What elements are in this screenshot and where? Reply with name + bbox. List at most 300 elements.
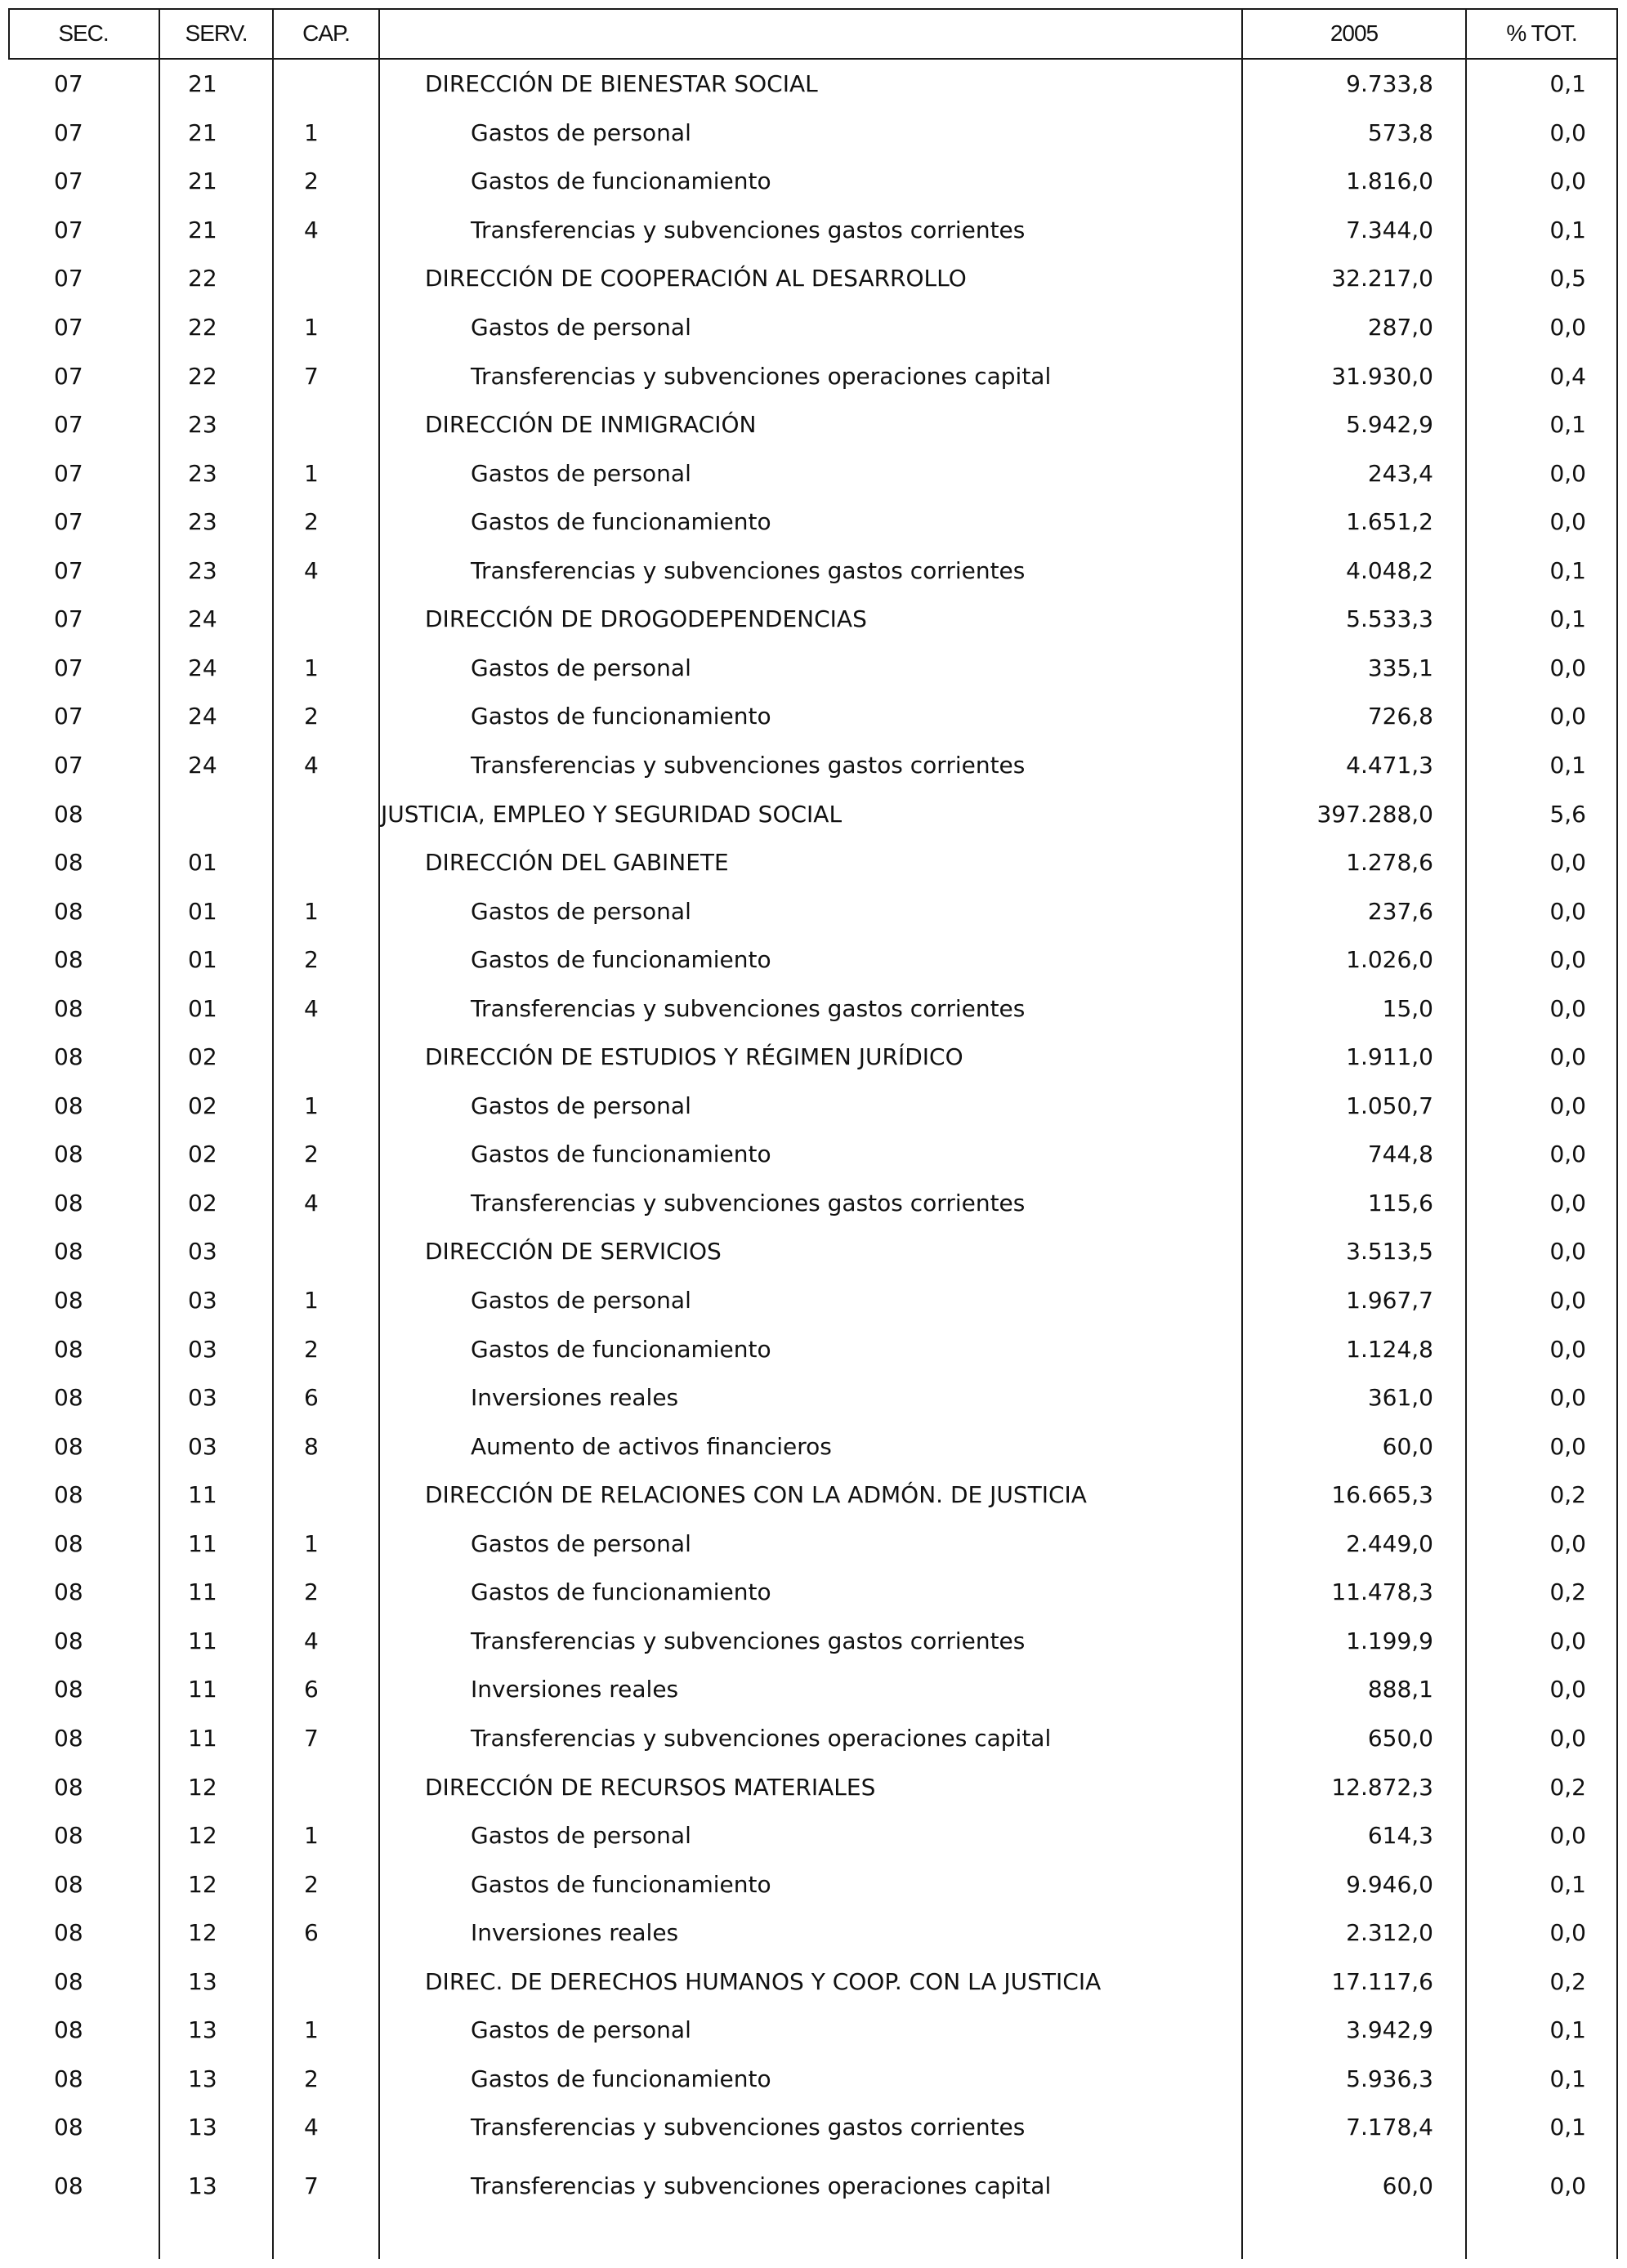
table-row bbox=[8, 789, 1618, 838]
cell-cap: 6 bbox=[304, 1676, 319, 1703]
cell-description: Transferencias y subvenciones gastos corrientes bbox=[471, 2114, 1026, 2141]
cell-description: Aumento de activos financieros bbox=[471, 1432, 832, 1460]
cell-pct-total: 0,0 bbox=[1549, 1384, 1586, 1412]
cell-amount-2005: 1.199,9 bbox=[1346, 1627, 1433, 1654]
cell-sec: 08 bbox=[54, 1676, 83, 1703]
cell-cap: 1 bbox=[304, 314, 319, 342]
table-row bbox=[8, 1520, 1618, 1569]
cell-description: Transferencias y subvenciones gastos corrientes bbox=[471, 994, 1026, 1022]
table-row bbox=[8, 2162, 1618, 2211]
cell-amount-2005: 1.967,7 bbox=[1346, 1287, 1433, 1315]
cell-pct-total: 0,1 bbox=[1549, 2065, 1586, 2092]
cell-pct-total: 0,0 bbox=[1549, 946, 1586, 974]
header-sec: SEC. bbox=[58, 20, 109, 46]
table-row bbox=[8, 1762, 1618, 1811]
cell-pct-total: 0,0 bbox=[1549, 654, 1586, 681]
cell-cap: 1 bbox=[304, 1529, 319, 1557]
cell-serv: 01 bbox=[188, 849, 217, 877]
cell-serv: 11 bbox=[188, 1724, 217, 1752]
cell-cap: 7 bbox=[304, 362, 319, 390]
cell-pct-total: 0,2 bbox=[1549, 1578, 1586, 1606]
cell-sec: 08 bbox=[54, 2065, 83, 2092]
cell-serv: 11 bbox=[188, 1529, 217, 1557]
cell-description: Gastos de funcionamiento bbox=[471, 508, 771, 536]
cell-sec: 07 bbox=[54, 118, 83, 146]
cell-amount-2005: 888,1 bbox=[1367, 1676, 1433, 1703]
cell-pct-total: 0,0 bbox=[1549, 1919, 1586, 1947]
cell-serv: 11 bbox=[188, 1578, 217, 1606]
cell-amount-2005: 726,8 bbox=[1367, 703, 1433, 730]
cell-description: Gastos de funcionamiento bbox=[471, 1870, 771, 1898]
cell-description: Gastos de personal bbox=[471, 2016, 691, 2044]
table-row bbox=[8, 1373, 1618, 1422]
cell-amount-2005: 17.117,6 bbox=[1331, 1967, 1433, 1995]
cell-pct-total: 0,1 bbox=[1549, 2016, 1586, 2044]
cell-cap: 2 bbox=[304, 1578, 319, 1606]
table-row bbox=[8, 886, 1618, 935]
cell-pct-total: 0,0 bbox=[1549, 459, 1586, 487]
cell-sec: 08 bbox=[54, 1043, 83, 1071]
table-row bbox=[8, 1179, 1618, 1228]
cell-description: Gastos de funcionamiento bbox=[471, 1335, 771, 1363]
cell-description: Transferencias y subvenciones operaciones capital bbox=[471, 1724, 1052, 1752]
cell-amount-2005: 2.449,0 bbox=[1346, 1529, 1433, 1557]
cell-description: Inversiones reales bbox=[471, 1676, 679, 1703]
cell-description: DIRECCIÓN DE RELACIONES CON LA ADMÓN. DE JUSTICIA bbox=[425, 1481, 1087, 1509]
table-row bbox=[8, 1082, 1618, 1131]
cell-serv: 11 bbox=[188, 1627, 217, 1654]
cell-sec: 08 bbox=[54, 849, 83, 877]
cell-pct-total: 0,2 bbox=[1549, 1481, 1586, 1509]
cell-amount-2005: 12.872,3 bbox=[1331, 1773, 1433, 1801]
cell-pct-total: 0,0 bbox=[1549, 1092, 1586, 1119]
cell-sec: 08 bbox=[54, 1919, 83, 1947]
cell-serv: 13 bbox=[188, 2016, 217, 2044]
table-row bbox=[8, 1909, 1618, 1958]
cell-description: DIRECCIÓN DE SERVICIOS bbox=[425, 1238, 722, 1266]
cell-sec: 08 bbox=[54, 1384, 83, 1412]
cell-serv: 21 bbox=[188, 167, 217, 195]
cell-amount-2005: 335,1 bbox=[1367, 654, 1433, 681]
table-row bbox=[8, 1617, 1618, 1666]
cell-serv: 13 bbox=[188, 2172, 217, 2199]
cell-cap: 1 bbox=[304, 1822, 319, 1850]
cell-amount-2005: 3.513,5 bbox=[1346, 1238, 1433, 1266]
cell-cap: 2 bbox=[304, 167, 319, 195]
cell-sec: 07 bbox=[54, 70, 83, 98]
cell-serv: 22 bbox=[188, 265, 217, 292]
cell-description: Gastos de personal bbox=[471, 1287, 691, 1315]
cell-amount-2005: 5.533,3 bbox=[1346, 605, 1433, 633]
table-row bbox=[8, 1957, 1618, 2006]
cell-description: Gastos de personal bbox=[471, 1092, 691, 1119]
cell-description: Transferencias y subvenciones gastos corrientes bbox=[471, 556, 1026, 584]
cell-serv: 01 bbox=[188, 994, 217, 1022]
cell-description: Gastos de funcionamiento bbox=[471, 2065, 771, 2092]
header-cap: CAP. bbox=[302, 20, 350, 46]
cell-pct-total: 0,0 bbox=[1549, 1141, 1586, 1168]
cell-serv: 22 bbox=[188, 314, 217, 342]
table-row bbox=[8, 351, 1618, 400]
cell-serv: 01 bbox=[188, 946, 217, 974]
cell-serv: 03 bbox=[188, 1335, 217, 1363]
cell-serv: 03 bbox=[188, 1384, 217, 1412]
cell-description: Gastos de personal bbox=[471, 314, 691, 342]
cell-sec: 07 bbox=[54, 703, 83, 730]
cell-cap: 4 bbox=[304, 216, 319, 243]
table-row bbox=[8, 2055, 1618, 2104]
cell-description: DIRECCIÓN DE ESTUDIOS Y RÉGIMEN JURÍDICO bbox=[425, 1043, 963, 1071]
cell-amount-2005: 1.911,0 bbox=[1346, 1043, 1433, 1071]
cell-pct-total: 0,1 bbox=[1549, 556, 1586, 584]
cell-sec: 07 bbox=[54, 751, 83, 779]
cell-amount-2005: 1.278,6 bbox=[1346, 849, 1433, 877]
cell-serv: 13 bbox=[188, 2065, 217, 2092]
cell-description: Gastos de personal bbox=[471, 1822, 691, 1850]
cell-amount-2005: 397.288,0 bbox=[1316, 800, 1433, 828]
cell-cap: 1 bbox=[304, 897, 319, 925]
table-row bbox=[8, 1568, 1618, 1617]
cell-pct-total: 0,0 bbox=[1549, 897, 1586, 925]
cell-description: DIRECCIÓN DE COOPERACIÓN AL DESARROLLO bbox=[425, 265, 967, 292]
cell-serv: 24 bbox=[188, 605, 217, 633]
table-row bbox=[8, 741, 1618, 790]
cell-cap: 2 bbox=[304, 1335, 319, 1363]
cell-serv: 12 bbox=[188, 1822, 217, 1850]
cell-amount-2005: 361,0 bbox=[1367, 1384, 1433, 1412]
cell-cap: 1 bbox=[304, 459, 319, 487]
cell-pct-total: 0,1 bbox=[1549, 70, 1586, 98]
cell-serv: 23 bbox=[188, 556, 217, 584]
cell-serv: 13 bbox=[188, 1967, 217, 1995]
cell-pct-total: 0,1 bbox=[1549, 216, 1586, 243]
table-row bbox=[8, 60, 1618, 109]
cell-serv: 13 bbox=[188, 2114, 217, 2141]
cell-sec: 07 bbox=[54, 265, 83, 292]
cell-sec: 08 bbox=[54, 1529, 83, 1557]
cell-description: DIRECCIÓN DE BIENESTAR SOCIAL bbox=[425, 70, 818, 98]
cell-pct-total: 0,2 bbox=[1549, 1773, 1586, 1801]
cell-cap: 1 bbox=[304, 118, 319, 146]
cell-sec: 08 bbox=[54, 994, 83, 1022]
cell-description: Gastos de funcionamiento bbox=[471, 703, 771, 730]
cell-serv: 03 bbox=[188, 1238, 217, 1266]
table-row bbox=[8, 303, 1618, 352]
cell-serv: 21 bbox=[188, 70, 217, 98]
table-row bbox=[8, 2103, 1618, 2152]
cell-amount-2005: 1.050,7 bbox=[1346, 1092, 1433, 1119]
cell-sec: 08 bbox=[54, 946, 83, 974]
cell-description: Transferencias y subvenciones operaciones capital bbox=[471, 2172, 1052, 2199]
cell-sec: 07 bbox=[54, 459, 83, 487]
cell-serv: 12 bbox=[188, 1773, 217, 1801]
cell-description: Gastos de personal bbox=[471, 1529, 691, 1557]
cell-sec: 08 bbox=[54, 1141, 83, 1168]
table-row bbox=[8, 449, 1618, 498]
cell-serv: 22 bbox=[188, 362, 217, 390]
cell-cap: 4 bbox=[304, 751, 319, 779]
table-row bbox=[8, 400, 1618, 449]
cell-description: DIRECCIÓN DE DROGODEPENDENCIAS bbox=[425, 605, 867, 633]
cell-serv: 23 bbox=[188, 508, 217, 536]
cell-sec: 08 bbox=[54, 1870, 83, 1898]
cell-sec: 07 bbox=[54, 362, 83, 390]
cell-sec: 07 bbox=[54, 556, 83, 584]
table-row bbox=[8, 644, 1618, 693]
header-serv: SERV. bbox=[185, 20, 248, 46]
cell-sec: 08 bbox=[54, 1578, 83, 1606]
cell-sec: 08 bbox=[54, 1724, 83, 1752]
cell-amount-2005: 614,3 bbox=[1367, 1822, 1433, 1850]
cell-amount-2005: 287,0 bbox=[1367, 314, 1433, 342]
cell-sec: 08 bbox=[54, 897, 83, 925]
cell-sec: 08 bbox=[54, 2016, 83, 2044]
cell-pct-total: 0,1 bbox=[1549, 751, 1586, 779]
cell-sec: 07 bbox=[54, 411, 83, 439]
cell-cap: 2 bbox=[304, 1870, 319, 1898]
cell-description: Inversiones reales bbox=[471, 1384, 679, 1412]
cell-sec: 08 bbox=[54, 1335, 83, 1363]
cell-pct-total: 0,0 bbox=[1549, 1676, 1586, 1703]
table-row bbox=[8, 498, 1618, 547]
cell-pct-total: 0,0 bbox=[1549, 508, 1586, 536]
cell-serv: 02 bbox=[188, 1043, 217, 1071]
cell-pct-total: 0,0 bbox=[1549, 994, 1586, 1022]
cell-pct-total: 0,0 bbox=[1549, 1287, 1586, 1315]
cell-pct-total: 0,0 bbox=[1549, 1822, 1586, 1850]
cell-amount-2005: 573,8 bbox=[1367, 118, 1433, 146]
cell-serv: 21 bbox=[188, 118, 217, 146]
cell-pct-total: 0,1 bbox=[1549, 605, 1586, 633]
cell-amount-2005: 9.946,0 bbox=[1346, 1870, 1433, 1898]
cell-cap: 2 bbox=[304, 703, 319, 730]
cell-amount-2005: 237,6 bbox=[1367, 897, 1433, 925]
table-row bbox=[8, 1665, 1618, 1714]
cell-pct-total: 5,6 bbox=[1549, 800, 1586, 828]
cell-description: Transferencias y subvenciones gastos corrientes bbox=[471, 751, 1026, 779]
table-row bbox=[8, 157, 1618, 206]
cell-sec: 08 bbox=[54, 2172, 83, 2199]
table-row bbox=[8, 109, 1618, 158]
cell-description: DIREC. DE DERECHOS HUMANOS Y COOP. CON LA JUSTICIA bbox=[425, 1967, 1102, 1995]
cell-amount-2005: 5.942,9 bbox=[1346, 411, 1433, 439]
cell-serv: 21 bbox=[188, 216, 217, 243]
cell-serv: 11 bbox=[188, 1481, 217, 1509]
cell-cap: 7 bbox=[304, 1724, 319, 1752]
cell-amount-2005: 7.178,4 bbox=[1346, 2114, 1433, 2141]
table-row bbox=[8, 1130, 1618, 1179]
cell-cap: 8 bbox=[304, 1432, 319, 1460]
cell-sec: 07 bbox=[54, 605, 83, 633]
cell-cap: 2 bbox=[304, 508, 319, 536]
cell-description: Transferencias y subvenciones gastos corrientes bbox=[471, 1189, 1026, 1217]
cell-description: Transferencias y subvenciones operaciones capital bbox=[471, 362, 1052, 390]
cell-pct-total: 0,0 bbox=[1549, 1335, 1586, 1363]
cell-pct-total: 0,1 bbox=[1549, 411, 1586, 439]
cell-description: Gastos de personal bbox=[471, 654, 691, 681]
table-row bbox=[8, 1033, 1618, 1082]
cell-amount-2005: 1.651,2 bbox=[1346, 508, 1433, 536]
cell-serv: 02 bbox=[188, 1189, 217, 1217]
cell-description: Gastos de funcionamiento bbox=[471, 167, 771, 195]
cell-amount-2005: 31.930,0 bbox=[1331, 362, 1433, 390]
cell-sec: 08 bbox=[54, 800, 83, 828]
cell-pct-total: 0,0 bbox=[1549, 1189, 1586, 1217]
cell-cap: 6 bbox=[304, 1919, 319, 1947]
cell-pct-total: 0,4 bbox=[1549, 362, 1586, 390]
cell-cap: 1 bbox=[304, 1287, 319, 1315]
cell-serv: 23 bbox=[188, 411, 217, 439]
cell-amount-2005: 9.733,8 bbox=[1346, 70, 1433, 98]
table-row bbox=[8, 1324, 1618, 1373]
cell-amount-2005: 1.816,0 bbox=[1346, 167, 1433, 195]
table-row bbox=[8, 547, 1618, 596]
cell-cap: 6 bbox=[304, 1384, 319, 1412]
cell-serv: 03 bbox=[188, 1287, 217, 1315]
cell-serv: 11 bbox=[188, 1676, 217, 1703]
cell-sec: 08 bbox=[54, 1822, 83, 1850]
cell-cap: 4 bbox=[304, 556, 319, 584]
cell-description: Gastos de funcionamiento bbox=[471, 1578, 771, 1606]
cell-cap: 4 bbox=[304, 994, 319, 1022]
header-description bbox=[380, 8, 1241, 59]
header-year: 2005 bbox=[1330, 20, 1379, 46]
cell-sec: 07 bbox=[54, 167, 83, 195]
cell-sec: 08 bbox=[54, 1773, 83, 1801]
cell-description: JUSTICIA, EMPLEO Y SEGURIDAD SOCIAL bbox=[381, 800, 843, 828]
cell-pct-total: 0,0 bbox=[1549, 167, 1586, 195]
cell-serv: 02 bbox=[188, 1141, 217, 1168]
cell-sec: 08 bbox=[54, 1238, 83, 1266]
cell-pct-total: 0,0 bbox=[1549, 703, 1586, 730]
cell-description: DIRECCIÓN DE RECURSOS MATERIALES bbox=[425, 1773, 876, 1801]
cell-description: Gastos de funcionamiento bbox=[471, 1141, 771, 1168]
cell-cap: 2 bbox=[304, 1141, 319, 1168]
table-row bbox=[8, 595, 1618, 644]
cell-pct-total: 0,0 bbox=[1549, 314, 1586, 342]
cell-amount-2005: 243,4 bbox=[1367, 459, 1433, 487]
table-row bbox=[8, 838, 1618, 887]
cell-pct-total: 0,1 bbox=[1549, 2114, 1586, 2141]
cell-amount-2005: 650,0 bbox=[1367, 1724, 1433, 1752]
cell-sec: 08 bbox=[54, 1287, 83, 1315]
table-row bbox=[8, 935, 1618, 984]
cell-serv: 23 bbox=[188, 459, 217, 487]
cell-description: DIRECCIÓN DE INMIGRACIÓN bbox=[425, 411, 757, 439]
table-row bbox=[8, 254, 1618, 303]
cell-sec: 07 bbox=[54, 216, 83, 243]
cell-amount-2005: 1.124,8 bbox=[1346, 1335, 1433, 1363]
cell-pct-total: 0,0 bbox=[1549, 1432, 1586, 1460]
header-pct-total: % TOT. bbox=[1506, 20, 1577, 46]
cell-sec: 08 bbox=[54, 2114, 83, 2141]
cell-cap: 1 bbox=[304, 654, 319, 681]
cell-cap: 4 bbox=[304, 1627, 319, 1654]
cell-cap: 4 bbox=[304, 1189, 319, 1217]
cell-serv: 02 bbox=[188, 1092, 217, 1119]
cell-description: Transferencias y subvenciones gastos corrientes bbox=[471, 216, 1026, 243]
cell-amount-2005: 5.936,3 bbox=[1346, 2065, 1433, 2092]
table-row bbox=[8, 2006, 1618, 2055]
cell-pct-total: 0,0 bbox=[1549, 1043, 1586, 1071]
cell-amount-2005: 3.942,9 bbox=[1346, 2016, 1433, 2044]
cell-sec: 08 bbox=[54, 1967, 83, 1995]
cell-pct-total: 0,0 bbox=[1549, 1238, 1586, 1266]
table-row bbox=[8, 984, 1618, 1033]
cell-amount-2005: 115,6 bbox=[1367, 1189, 1433, 1217]
cell-amount-2005: 16.665,3 bbox=[1331, 1481, 1433, 1509]
cell-sec: 08 bbox=[54, 1189, 83, 1217]
cell-amount-2005: 4.471,3 bbox=[1346, 751, 1433, 779]
cell-serv: 24 bbox=[188, 751, 217, 779]
table-row bbox=[8, 206, 1618, 255]
table-row bbox=[8, 1422, 1618, 1471]
cell-description: Inversiones reales bbox=[471, 1919, 679, 1947]
cell-amount-2005: 11.478,3 bbox=[1331, 1578, 1433, 1606]
cell-cap: 1 bbox=[304, 2016, 319, 2044]
table-row bbox=[8, 1859, 1618, 1909]
table-row bbox=[8, 1227, 1618, 1276]
cell-amount-2005: 60,0 bbox=[1382, 1432, 1433, 1460]
cell-sec: 08 bbox=[54, 1627, 83, 1654]
cell-serv: 24 bbox=[188, 703, 217, 730]
table-row bbox=[8, 1714, 1618, 1763]
cell-amount-2005: 7.344,0 bbox=[1346, 216, 1433, 243]
cell-sec: 08 bbox=[54, 1092, 83, 1119]
cell-serv: 01 bbox=[188, 897, 217, 925]
cell-description: Gastos de personal bbox=[471, 118, 691, 146]
cell-description: DIRECCIÓN DEL GABINETE bbox=[425, 849, 729, 877]
cell-amount-2005: 15,0 bbox=[1382, 994, 1433, 1022]
cell-amount-2005: 4.048,2 bbox=[1346, 556, 1433, 584]
table-row bbox=[8, 692, 1618, 741]
cell-cap: 2 bbox=[304, 2065, 319, 2092]
cell-sec: 08 bbox=[54, 1432, 83, 1460]
cell-pct-total: 0,0 bbox=[1549, 1627, 1586, 1654]
cell-amount-2005: 1.026,0 bbox=[1346, 946, 1433, 974]
cell-amount-2005: 2.312,0 bbox=[1346, 1919, 1433, 1947]
cell-description: Transferencias y subvenciones gastos corrientes bbox=[471, 1627, 1026, 1654]
cell-cap: 2 bbox=[304, 946, 319, 974]
cell-amount-2005: 60,0 bbox=[1382, 2172, 1433, 2199]
cell-sec: 08 bbox=[54, 1481, 83, 1509]
cell-pct-total: 0,5 bbox=[1549, 265, 1586, 292]
cell-description: Gastos de personal bbox=[471, 459, 691, 487]
cell-pct-total: 0,0 bbox=[1549, 1529, 1586, 1557]
cell-amount-2005: 32.217,0 bbox=[1331, 265, 1433, 292]
cell-cap: 1 bbox=[304, 1092, 319, 1119]
cell-cap: 4 bbox=[304, 2114, 319, 2141]
cell-serv: 24 bbox=[188, 654, 217, 681]
cell-cap: 7 bbox=[304, 2172, 319, 2199]
cell-pct-total: 0,2 bbox=[1549, 1967, 1586, 1995]
cell-serv: 12 bbox=[188, 1870, 217, 1898]
cell-sec: 07 bbox=[54, 508, 83, 536]
cell-pct-total: 0,0 bbox=[1549, 849, 1586, 877]
cell-sec: 07 bbox=[54, 654, 83, 681]
table-row bbox=[8, 1276, 1618, 1325]
cell-pct-total: 0,0 bbox=[1549, 2172, 1586, 2199]
cell-pct-total: 0,0 bbox=[1549, 1724, 1586, 1752]
cell-pct-total: 0,1 bbox=[1549, 1870, 1586, 1898]
cell-sec: 07 bbox=[54, 314, 83, 342]
cell-pct-total: 0,0 bbox=[1549, 118, 1586, 146]
cell-description: Gastos de funcionamiento bbox=[471, 946, 771, 974]
cell-serv: 03 bbox=[188, 1432, 217, 1460]
cell-description: Gastos de personal bbox=[471, 897, 691, 925]
table-row bbox=[8, 1471, 1618, 1520]
cell-amount-2005: 744,8 bbox=[1367, 1141, 1433, 1168]
